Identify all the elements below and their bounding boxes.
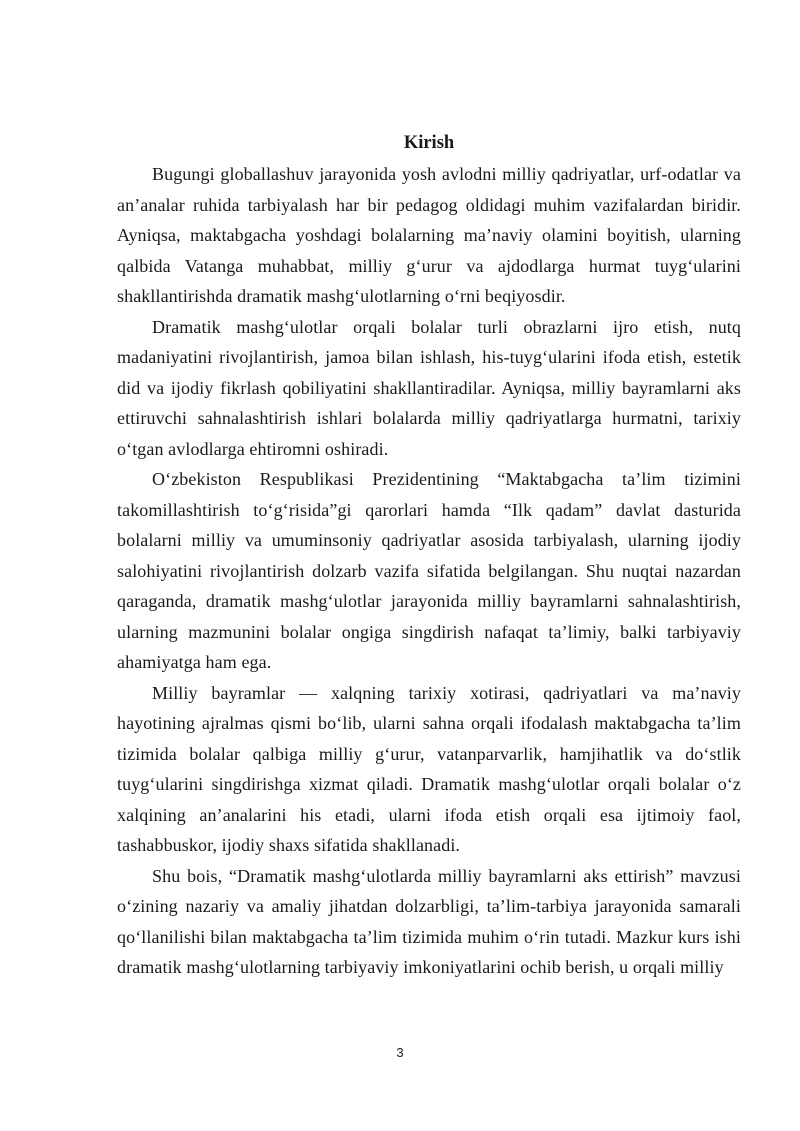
page-content <box>117 128 741 983</box>
section-title: Kirish <box>403 133 455 153</box>
paragraph: Shu bois, “Dramatik mashg‘ulotlarda milliy bayramlarni aks ettirish” mavzusi o‘zining nazariy va amaliy jihatdan dolzarbligi, ta’lim-tarbiya jarayonida samarali qo‘llanilishi bilan maktabgacha ta’lim tizimida muhim o‘rin tutadi. Mazkur kurs ishi dramatik mashg‘ulotlarning tarbiyaviy imkoniyatlarini ochib berish, u orqali milliy <box>117 865 741 977</box>
paragraph: Dramatik mashg‘ulotlar orqali bolalar turli obrazlarni ijro etish, nutq madaniyatini rivojlantirish, jamoa bilan ishlash, his-tuyg‘ularini ifoda etish, estetik did va ijodiy fikrlash qobiliyatini shakllantiradilar. Ayniqsa, milliy bayramlarni aks ettiruvchi sahnalashtirish ishlari bolalarda milliy qadriyatlarga hurmatni, tarixiy o‘tgan avlodlarga ehtiromni oshiradi. <box>117 316 741 459</box>
page-number: 3 <box>396 1045 404 1060</box>
paragraph: Milliy bayramlar — xalqning tarixiy xotirasi, qadriyatlari va ma’naviy hayotining ajralmas qismi bo‘lib, ularni sahna orqali ifodalash maktabgacha ta’lim tizimida bolalar qalbiga milliy g‘urur, vatanparvarlik, hamjihatlik va do‘stlik tuyg‘ularini singdirishga xizmat qiladi. Dramatik mashg‘ulotlar orqali bolalar o‘z xalqining an’analarini his etadi, ularni ifoda etish orqali esa ijtimoiy faol, tashabbuskor, ijodiy shaxs sifatida shakllanadi. <box>117 682 741 855</box>
paragraph: Bugungi globallashuv jarayonida yosh avlodni milliy qadriyatlar, urf-odatlar va an’analar ruhida tarbiyalash har bir pedagog oldidagi muhim vazifalardan biridir. Ayniqsa, maktabgacha yoshdagi bolalarning ma’naviy olamini boyitish, ularning qalbida Vatanga muhabbat, milliy g‘urur va ajdodlarga hurmat tuyg‘ularini shakllantirishda dramatik mashg‘ulotlarning o‘rni beqiyosdir. <box>117 164 741 306</box>
paragraph: O‘zbekiston Respublikasi Prezidentining “Maktabgacha ta’lim tizimini takomillashtirish to‘g‘risida”gi qarorlari hamda “Ilk qadam” davlat dasturida bolalarni milliy va umuminsoniy qadriyatlar asosida tarbiyalash, ularning ijodiy salohiyatini rivojlantirish dolzarb vazifa sifatida belgilangan. Shu nuqtai nazardan qaraganda, dramatik mashg‘ulotlar jarayonida milliy bayramlarni sahnalashtirish, ularning mazmunini bolalar ongiga singdirish nafaqat ta’limiy, balki tarbiyaviy ahamiyatga ham ega. <box>117 469 741 672</box>
